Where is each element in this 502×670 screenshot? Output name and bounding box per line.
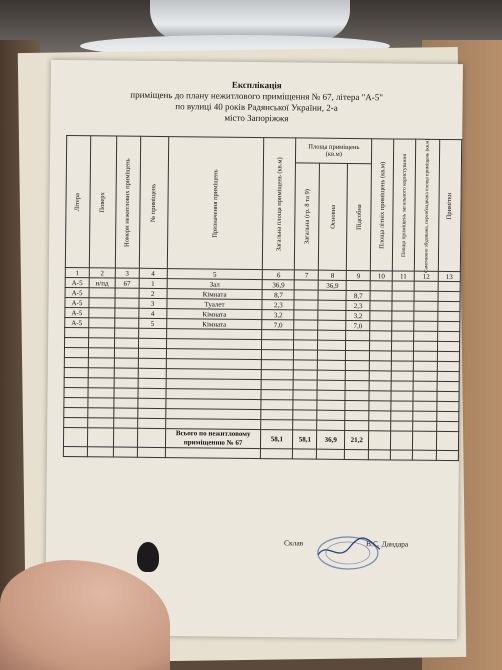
cell-name: Зал [167,279,263,290]
header-dopomizhna: Підсобна [347,163,372,270]
footer-sklav: Склав [283,538,304,548]
lamp [150,0,350,40]
cell-z87 [294,280,318,290]
cell-osn [318,300,346,310]
cell-dop [346,280,370,290]
total-label: Всього по нежитловому приміщенню № 67 [165,429,261,449]
col-num: 9 [346,270,370,280]
col-num: 5 [167,269,263,280]
explication-table [63,135,462,461]
col-num: 8 [319,270,347,280]
col-num: 4 [139,268,167,278]
total-dop: 21,2 [345,430,369,449]
doc-subtitle: приміщень до плану нежитлового приміщення № 67, літера "А-5" [130,89,384,103]
header-zah-korystuv: Площа приміщень загального користування [392,139,415,271]
cell-z87 [294,300,318,310]
cell-nomer [115,298,139,308]
cell-osn: 36,9 [318,280,346,290]
cell-poverkh [89,308,115,318]
cell-z87 [294,290,318,300]
total-osn: 36,9 [317,430,345,449]
col-num: 3 [115,268,139,278]
cell-name: Кімната [166,309,262,320]
cell-litera: А-5 [65,278,89,288]
col-num: 2 [89,268,115,278]
header-osnovna: Основна [319,163,348,270]
header-zahalna: Загальна площа приміщень (кв.м) [263,138,296,270]
fingernail [137,542,159,572]
header-nomery: Номери нежитлових приміщень [115,136,140,268]
cell-nomer: 67 [115,278,139,288]
cell-no: 2 [139,288,167,298]
cell-dop: 3,2 [346,310,370,320]
header-pryznach: Призначення приміщень [167,137,264,270]
header-poverkh: Поверх [89,136,116,268]
cell-nomer [115,308,139,318]
cell-litera: А-5 [65,318,89,328]
cell-zah: 7,0 [262,320,294,330]
cell-dop: 7,0 [346,320,370,330]
doc-city: місто Запоріжжя [224,112,289,124]
col-num: 1 [65,268,89,278]
cell-no: 4 [139,308,167,318]
cell-zah: 2,3 [262,300,294,310]
header-prymitka: Примітки [438,139,461,271]
cell-name: Кімната [166,319,262,330]
cell-osn [318,290,346,300]
cell-poverkh [89,318,115,328]
doc-title: Експлікація [231,79,282,91]
cell-zah: 3,2 [262,310,294,320]
total-z87: 58,1 [293,430,317,449]
header-litera: Літера [65,136,90,268]
cell-dop: 2,3 [346,300,370,310]
cell-osn [318,320,346,330]
header-litni: Площа літніх приміщень (кв.м) [371,139,394,271]
cell-poverkh: н/пд [89,278,115,288]
cell-name: Кімната [167,289,263,300]
header-z87: Загальна (гр. 8 та 9) [295,163,320,270]
col-num: 7 [295,270,319,280]
stamp-signature [308,533,388,574]
header-row-1 [66,136,461,165]
cell-litera: А-5 [65,308,89,318]
header-no: № приміщень [139,136,168,268]
footer-name: В.С. Дандара [365,539,409,549]
col-num: 13 [438,271,460,281]
cell-nomer [115,318,139,328]
cell-no: 5 [138,318,166,328]
cell-zah: 36,9 [263,280,295,290]
cell-litera: А-5 [65,298,89,308]
cell-poverkh [89,288,115,298]
col-num: 11 [392,271,414,281]
cell-osn [318,310,346,320]
cell-no: 1 [139,278,167,288]
col-num: 6 [263,270,295,280]
cell-zah: 8,7 [262,290,294,300]
cell-dop: 8,7 [346,290,370,300]
col-num: 12 [414,271,438,281]
cell-no: 3 [139,298,167,308]
cell-z87 [294,320,318,330]
header-samochynno: Самочинно збудована, переобладнана площа приміщень (кв.м) [414,139,439,271]
cell-z87 [294,310,318,320]
col-num: 10 [370,271,392,281]
doc-address: по вулиці 40 років Радянської України, 2-а [175,101,338,113]
cell-nomer [115,288,139,298]
cell-litera: А-5 [65,288,89,298]
total-zah: 58,1 [261,430,293,449]
header-ploshcha-group: Площа приміщень (кв.м) [296,138,372,164]
cell-name: Туалет [167,299,263,310]
cell-poverkh [89,298,115,308]
document-page [45,60,463,639]
